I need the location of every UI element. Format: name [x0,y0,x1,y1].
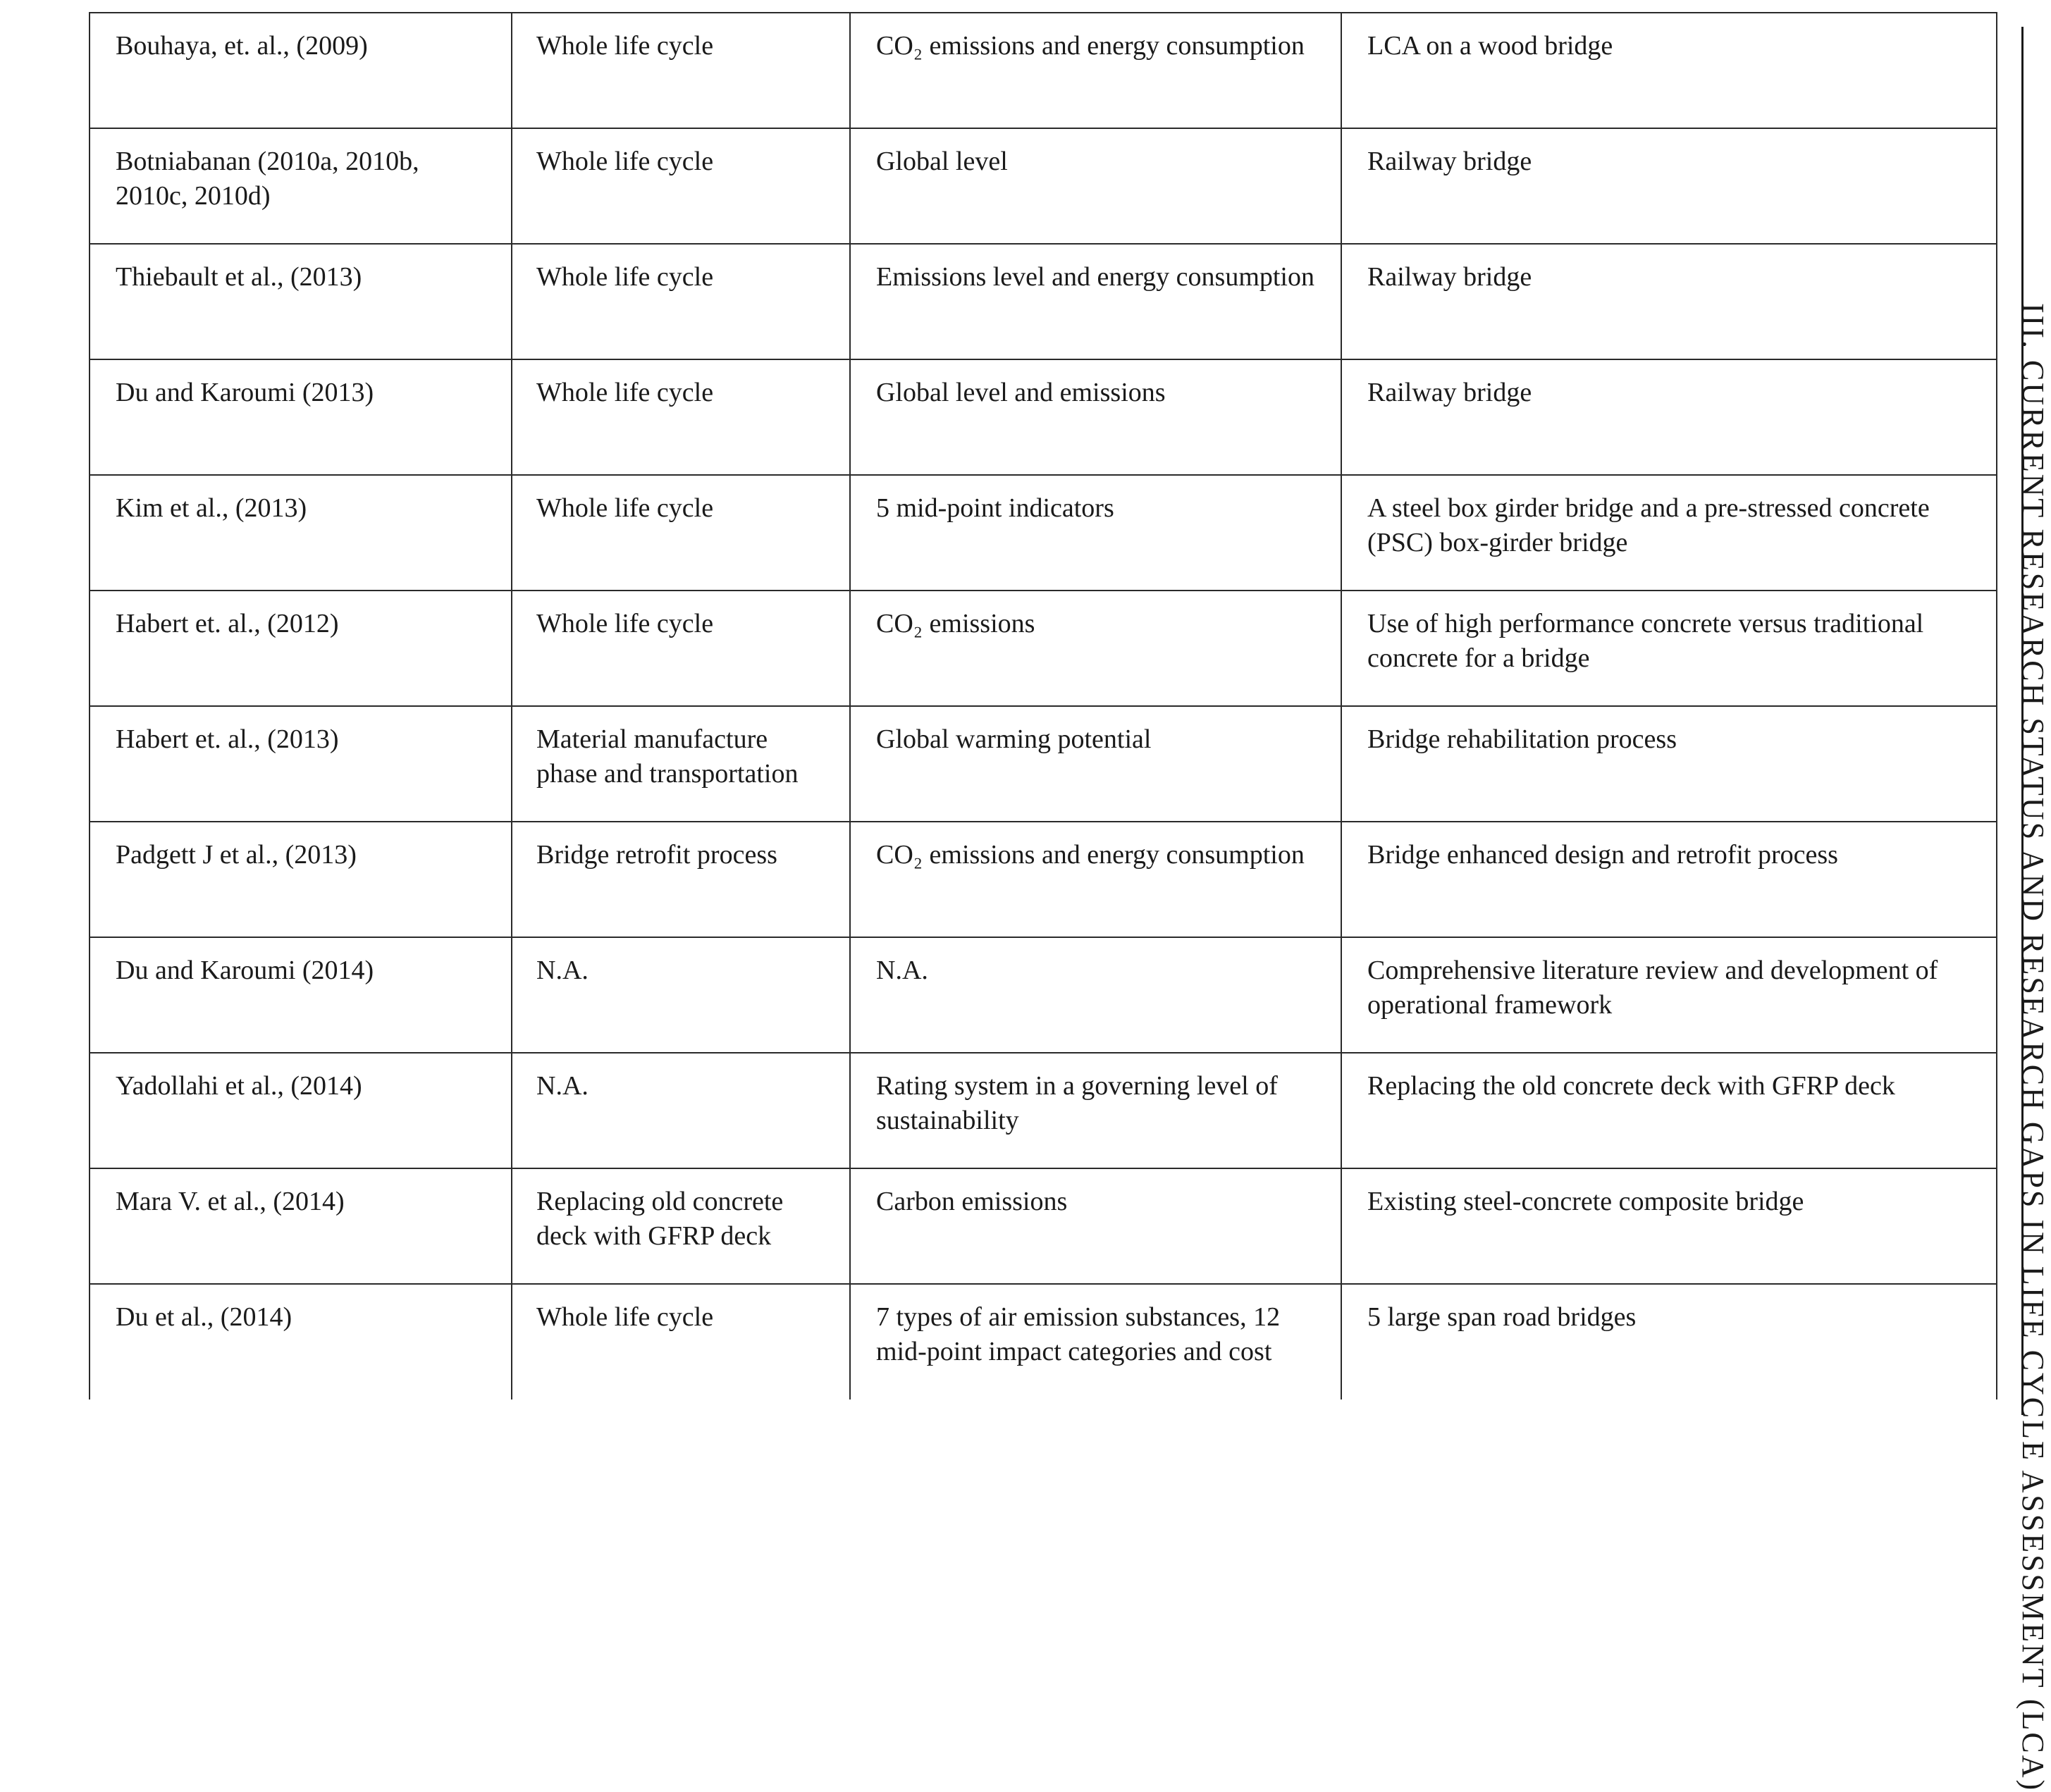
author-cell: Bouhaya, et. al., (2009) [90,13,512,128]
author-cell: Padgett J et al., (2013) [90,822,512,937]
case-cell: Railway bridge [1341,128,1997,244]
scope-cell: Bridge retrofit process [512,822,850,937]
author-cell: Kim et al., (2013) [90,475,512,591]
indicator-cell: 5 mid-point indicators [850,475,1341,591]
indicator-cell: Global level [850,128,1341,244]
scope-cell: Whole life cycle [512,13,850,128]
case-cell: Existing steel-concrete composite bridge [1341,1168,1997,1284]
scope-cell: Whole life cycle [512,128,850,244]
author-cell: Mara V. et al., (2014) [90,1168,512,1284]
scope-cell: N.A. [512,937,850,1053]
scope-cell: Whole life cycle [512,591,850,706]
indicator-cell: Carbon emissions [850,1168,1341,1284]
indicator-cell: CO₂ emissions [850,591,1341,706]
case-cell: Bridge enhanced design and retrofit process [1341,822,1997,937]
indicator-cell: N.A. [850,937,1341,1053]
table-row [90,1053,1997,1168]
author-cell: Yadollahi et al., (2014) [90,1053,512,1168]
author-cell: Botniabanan (2010a, 2010b, 2010c, 2010d) [90,128,512,244]
indicator-cell: Global level and emissions [850,359,1341,475]
author-cell: Habert et. al., (2012) [90,591,512,706]
scope-cell: Replacing old concrete deck with GFRP deck [512,1168,850,1284]
table-row [90,1284,1997,1399]
author-cell: Thiebault et al., (2013) [90,244,512,359]
scope-cell: Whole life cycle [512,359,850,475]
table-row [90,128,1997,244]
table-body [90,13,1997,1399]
indicator-cell: Emissions level and energy consumption [850,244,1341,359]
scope-cell: Whole life cycle [512,475,850,591]
author-cell: Du and Karoumi (2014) [90,937,512,1053]
table-row [90,359,1997,475]
table-row [90,1168,1997,1284]
running-header-text: III. CURRENT RESEARCH STATUS AND RESEARCH GAPS IN LIFE CYCLE ASSESSMENT (LCA) [2016,303,2050,1792]
table-row [90,591,1997,706]
running-header [2016,303,2050,1792]
scope-cell: Whole life cycle [512,244,850,359]
author-cell: Du and Karoumi (2013) [90,359,512,475]
case-cell: Use of high performance concrete versus traditional concrete for a bridge [1341,591,1997,706]
case-cell: A steel box girder bridge and a pre-stressed concrete (PSC) box-girder bridge [1341,475,1997,591]
table-row [90,937,1997,1053]
author-cell: Du et al., (2014) [90,1284,512,1399]
table-row [90,475,1997,591]
literature-table [89,12,1997,1399]
indicator-cell: 7 types of air emission substances, 12 mid-point impact categories and cost [850,1284,1341,1399]
scope-cell: Material manufacture phase and transportation [512,706,850,822]
table-row [90,822,1997,937]
scope-cell: Whole life cycle [512,1284,850,1399]
case-cell: Railway bridge [1341,359,1997,475]
table-row [90,244,1997,359]
table-row [90,706,1997,822]
indicator-cell: CO₂ emissions and energy consumption [850,13,1341,128]
case-cell: Railway bridge [1341,244,1997,359]
case-cell: LCA on a wood bridge [1341,13,1997,128]
case-cell: Replacing the old concrete deck with GFRP deck [1341,1053,1997,1168]
table-row [90,13,1997,128]
indicator-cell: Global warming potential [850,706,1341,822]
case-cell: Bridge rehabilitation process [1341,706,1997,822]
indicator-cell: CO₂ emissions and energy consumption [850,822,1341,937]
scope-cell: N.A. [512,1053,850,1168]
case-cell: Comprehensive literature review and development of operational framework [1341,937,1997,1053]
author-cell: Habert et. al., (2013) [90,706,512,822]
indicator-cell: Rating system in a governing level of sustainability [850,1053,1341,1168]
case-cell: 5 large span road bridges [1341,1284,1997,1399]
